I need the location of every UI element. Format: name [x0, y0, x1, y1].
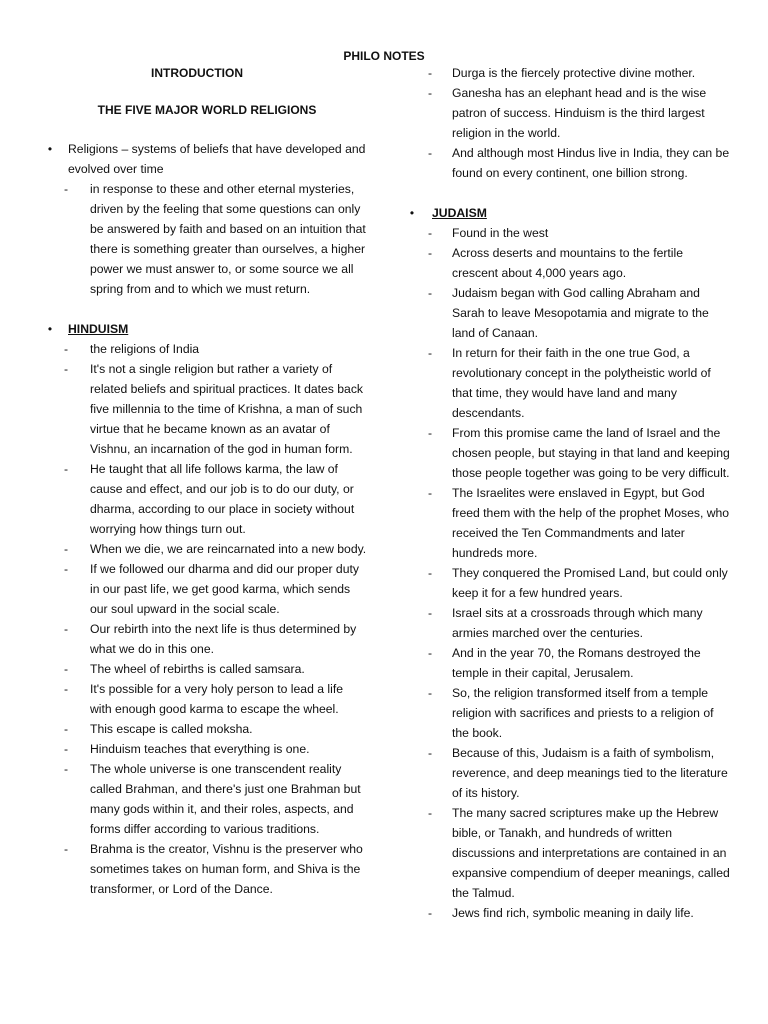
list-item	[38, 719, 368, 739]
dash-marker: -	[428, 686, 433, 700]
list-item-text: They conquered the Promised Land, but could only keep it for a few hundred years.	[452, 566, 728, 600]
list-item	[38, 839, 368, 899]
dash-marker: -	[428, 226, 433, 240]
list-item	[38, 559, 368, 619]
list-item	[418, 563, 730, 603]
dash-marker: -	[428, 346, 433, 360]
list-item	[38, 659, 368, 679]
list-item-text: The whole universe is one transcendent reality called Brahman, and there's just one Brahman but many gods within it, and their roles, aspects, and forms differ according to various traditions.	[90, 762, 361, 836]
dash-marker: -	[428, 246, 433, 260]
list-item-text: Across deserts and mountains to the fertile crescent about 4,000 years ago.	[452, 246, 684, 280]
list-item	[38, 179, 368, 299]
dash-marker: -	[428, 146, 433, 160]
list-item-text: He taught that all life follows karma, the law of cause and effect, and our job is to do our duty, or dharma, according to our place in society without worrying how things turn out.	[90, 462, 355, 536]
list-item-text: The wheel of rebirths is called samsara.	[90, 662, 305, 676]
dash-marker: -	[64, 362, 69, 376]
list-item	[418, 903, 730, 923]
dash-marker: -	[428, 906, 433, 920]
list-item-text: And in the year 70, the Romans destroyed the temple in their capital, Jerusalem.	[452, 646, 701, 680]
dash-marker: -	[428, 86, 433, 100]
list-item-text: Found in the west	[452, 226, 549, 240]
list-item	[418, 743, 730, 803]
list-item	[418, 643, 730, 683]
dash-marker: -	[428, 566, 433, 580]
list-item	[38, 619, 368, 659]
list-item-text: Because of this, Judaism is a faith of symbolism, reverence, and deep meanings tied to the literature of its history.	[452, 746, 728, 800]
introduction-heading: INTRODUCTION	[151, 66, 243, 80]
list-item	[38, 459, 368, 539]
hinduism-continued-list	[418, 63, 730, 183]
list-item-text: in response to these and other eternal mysteries, driven by the feeling that some questions can only be answered by faith and based on an intuition that there is something greater than ourselves, a higher power we must answer to, or some source we all spring from and to which we must return.	[90, 182, 366, 296]
list-item	[418, 683, 730, 743]
dash-marker: -	[64, 462, 69, 476]
list-item-text: Judaism began with God calling Abraham and Sarah to leave Mesopotamia and migrate to the land of Canaan.	[452, 286, 709, 340]
dash-marker: -	[428, 286, 433, 300]
list-item	[418, 243, 730, 283]
dash-marker: -	[428, 806, 433, 820]
religions-definition-text: Religions – systems of beliefs that have developed and evolved over time	[68, 142, 366, 176]
list-item-text: In return for their faith in the one true God, a revolutionary concept in the polytheistic world of that time, they would have land and many descendants.	[452, 346, 711, 420]
list-item	[418, 63, 730, 83]
intro-points-list	[38, 179, 368, 299]
judaism-section-bullet	[409, 203, 730, 223]
dash-marker: -	[428, 646, 433, 660]
dash-marker: -	[64, 182, 69, 196]
list-item	[418, 803, 730, 903]
hinduism-heading: HINDUISM	[68, 322, 129, 336]
bullet-marker: •	[409, 206, 415, 220]
list-item-text: And although most Hindus live in India, they can be found on every continent, one billion strong.	[452, 146, 730, 180]
dash-marker: -	[428, 426, 433, 440]
list-item	[38, 539, 368, 559]
list-item	[418, 423, 730, 483]
list-item	[38, 679, 368, 719]
list-item-text: So, the religion transformed itself from a temple religion with sacrifices and priests to a religion of the book.	[452, 686, 714, 740]
dash-marker: -	[428, 66, 433, 80]
list-item-text: It's not a single religion but rather a variety of related beliefs and spiritual practices. It dates back five millennia to the time of Krishna, a man of such virtue that he became known as an avatar of Vishnu, an incarnation of the god in human form.	[90, 362, 364, 456]
dash-marker: -	[64, 842, 69, 856]
list-item-text: The many sacred scriptures make up the Hebrew bible, or Tanakh, and hundreds of written discussions and interpretations are contained in an expansive compendium of deeper meanings, called the Talmud.	[452, 806, 730, 900]
list-item	[418, 343, 730, 423]
dash-marker: -	[64, 622, 69, 636]
list-item-text: This escape is called moksha.	[90, 722, 253, 736]
bullet-marker: •	[47, 322, 53, 336]
list-item-text: The Israelites were enslaved in Egypt, but God freed them with the help of the prophet Moses, who received the Ten Commandments and later hundreds more.	[452, 486, 730, 560]
list-item-text: Hinduism teaches that everything is one.	[90, 742, 310, 756]
dash-marker: -	[64, 722, 69, 736]
bullet-marker: •	[47, 142, 53, 156]
religions-definition-bullet	[38, 139, 368, 179]
list-item	[38, 339, 368, 359]
hinduism-points-list	[38, 339, 368, 899]
dash-marker: -	[64, 542, 69, 556]
judaism-heading: JUDAISM	[432, 206, 487, 220]
list-item-text: Israel sits at a crossroads through which many armies marched over the centuries.	[452, 606, 703, 640]
list-item	[418, 83, 730, 143]
dash-marker: -	[64, 562, 69, 576]
dash-marker: -	[64, 682, 69, 696]
list-item	[418, 223, 730, 243]
list-item	[38, 739, 368, 759]
list-item-text: If we followed our dharma and did our proper duty in our past life, we get good karma, which sends our soul upward in the social scale.	[90, 562, 359, 616]
hinduism-section-bullet	[38, 319, 368, 339]
list-item-text: Brahma is the creator, Vishnu is the preserver who sometimes takes on human form, and Shiva is the transformer, or Lord of the Dance.	[90, 842, 363, 896]
right-column	[409, 63, 730, 923]
judaism-points-list	[418, 223, 730, 923]
list-item	[38, 359, 368, 459]
dash-marker: -	[64, 342, 69, 356]
list-item-text: When we die, we are reincarnated into a new body.	[90, 542, 367, 556]
dash-marker: -	[64, 662, 69, 676]
left-column	[38, 63, 368, 899]
list-item	[418, 143, 730, 183]
list-item	[38, 759, 368, 839]
list-item	[418, 483, 730, 563]
dash-marker: -	[428, 486, 433, 500]
list-item	[418, 603, 730, 643]
dash-marker: -	[428, 746, 433, 760]
list-item	[418, 283, 730, 343]
list-item-text: Ganesha has an elephant head and is the wise patron of success. Hinduism is the third largest religion in the world.	[452, 86, 707, 140]
dash-marker: -	[64, 762, 69, 776]
list-item-text: Our rebirth into the next life is thus determined by what we do in this one.	[90, 622, 357, 656]
list-item-text: the religions of India	[90, 342, 200, 356]
dash-marker: -	[64, 742, 69, 756]
dash-marker: -	[428, 606, 433, 620]
list-item-text: From this promise came the land of Israel and the chosen people, but staying in that land and keeping those people together was going to be very difficult.	[452, 426, 730, 480]
religions-subheading: THE FIVE MAJOR WORLD RELIGIONS	[97, 103, 317, 117]
list-item-text: Jews find rich, symbolic meaning in daily life.	[452, 906, 694, 920]
list-item-text: It's possible for a very holy person to lead a life with enough good karma to escape the wheel.	[90, 682, 343, 716]
list-item-text: Durga is the fiercely protective divine mother.	[452, 66, 696, 80]
page-title: PHILO NOTES	[343, 49, 425, 63]
